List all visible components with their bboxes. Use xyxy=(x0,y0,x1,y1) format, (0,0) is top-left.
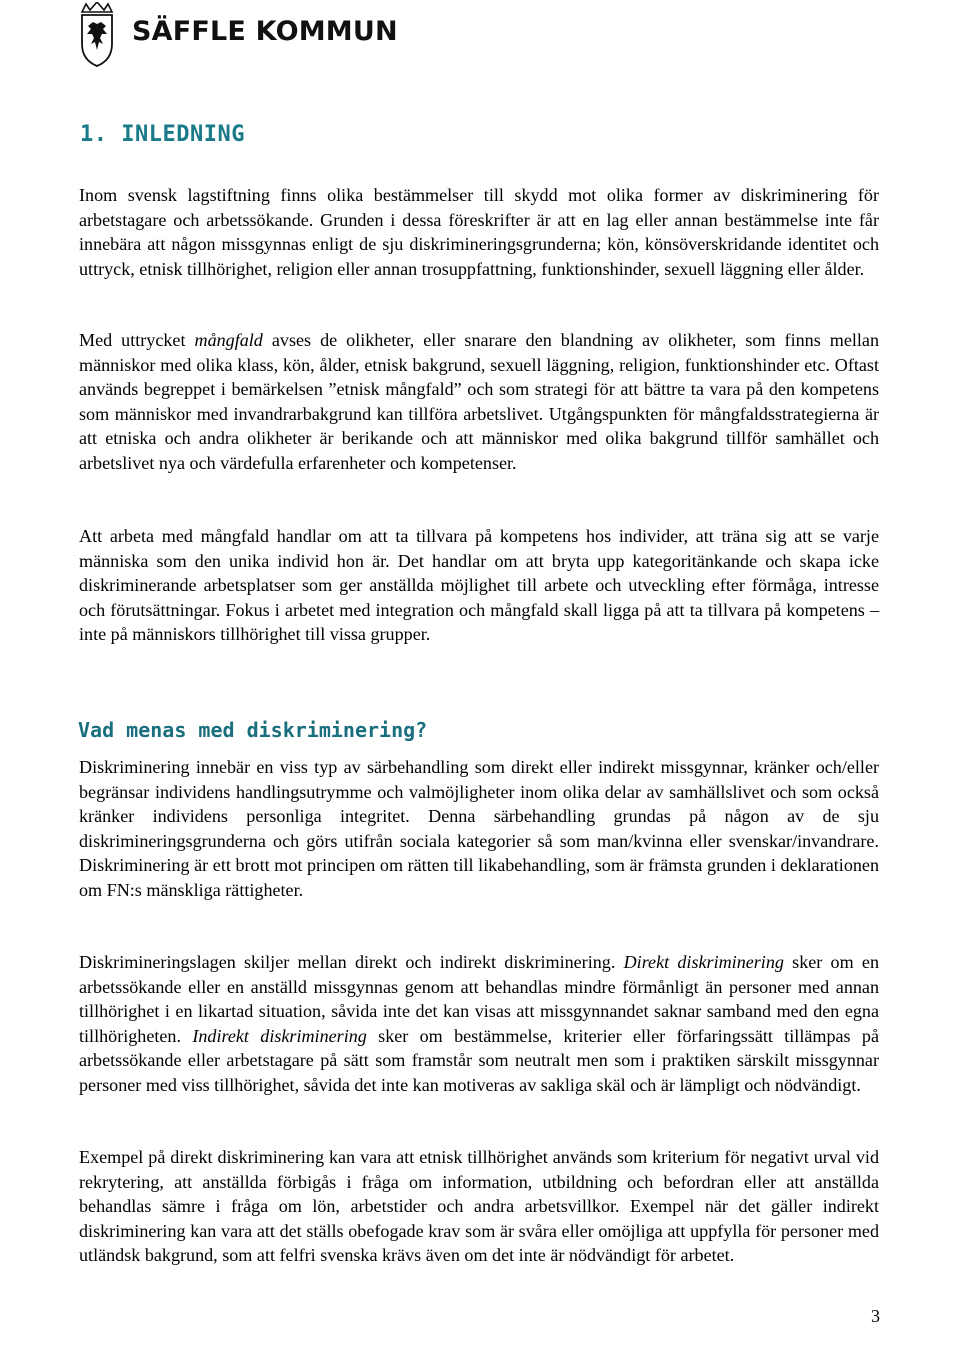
section-heading: 1. INLEDNING xyxy=(80,122,245,147)
paragraph-text: sker om en arbetssökande eller en anställd missgynnas genom att behandlas mindre förmånligt än personer med annan tillhörighet i en likartad situation, såvida inte det kan visas att missgynnandet saknar samband med den egna tillhörigheten. xyxy=(79,952,879,1046)
emphasis-term: Indirekt diskriminering xyxy=(192,1025,367,1046)
paragraph-text: avses de olikheter, eller snarare den blandning av olikheter, som finns mellan människor med olika klass, kön, ålder, etnisk bakgrund, sexuell läggning, religion, funktionshinder etc. Oftast används begreppet i bemärkelsen ”etnisk mångfald” och som strategi för att bättre ta vara på den kompetens som människor med invandrarbakgrund kan tillföra arbetslivet. Utgångspunkten för mångfaldsstrategierna är att etniska och andra olikheter är berikande och att människor med olika bakgrund tillför samhället och arbetslivet nya och värdefulla erfarenheter och kompetenser. xyxy=(79,330,879,473)
paragraph-discrimination-definition: Diskriminering innebär en viss typ av särbehandling som direkt eller indirekt missgynnar, kränker och/eller begränsar individens handlingsutrymme och valmöjligheter inom olika delar av samhällslivet och som också kränker individens personliga integritet. Denna särbehandling grundas på någon av de sju diskrimineringsgrunderna och görs utifrån sociala kategorier så som man/kvinna eller svenskar/invandrare. Diskriminering är ett brott mot principen om rätten till likabehandling, som är främsta grunden i deklarationen om FN:s mänskliga rättigheter. xyxy=(79,757,879,900)
paragraph-examples: Exempel på direkt diskriminering kan vara att etnisk tillhörighet används som kriterium för negativt urval vid rekrytering, att anställda förbigås i fråga om information, utbildning och befordran eller att anställda behandlas sämre i fråga om lön, arbetstider och andra arbetsvillkor. Exempel när det gäller indirekt diskriminering kan vara att det ställs obefogade krav som är svåra eller omöjliga att uppfylla för personer med utländsk bakgrund, som att felfri svenska krävs även om det inte är nödvändigt för arbetet. xyxy=(79,1147,879,1265)
paragraph-text: Diskrimineringslagen skiljer mellan direkt och indirekt diskriminering. xyxy=(79,952,624,972)
paragraph-text: Med uttrycket xyxy=(79,330,195,350)
municipality-logo xyxy=(80,2,400,70)
organization-name: SÄFFLE KOMMUN xyxy=(132,16,398,47)
emphasis-term: mångfald xyxy=(194,330,263,350)
emphasis-term: Direkt diskriminering xyxy=(623,952,784,972)
paragraph-intro: Inom svensk lagstiftning finns olika bestämmelser till skydd mot olika former av diskriminering för arbetstagare och arbetssökande. Grunden i dessa föreskrifter är att en lag eller annan bestämmelse inte får innebära att någon missgynnas enligt de sju diskrimineringsgrunderna; kön, könsöverskridande identitet och uttryck, etnisk tillhörighet, religion eller annan trosuppfattning, funktionshinder, sexuell läggning eller ålder. xyxy=(79,185,879,279)
paragraph-text: sker om bestämmelse, kriterier eller förfaringssätt tillämpas på arbetssökande eller arbetstagare på sätt som framstår som neutralt men som i praktiken särskilt missgynnar personer med viss tillhörighet, såvida det inte kan motiveras av sakliga skäl och är lämpligt och nödvändigt. xyxy=(79,1025,879,1095)
coat-of-arms-icon xyxy=(80,2,114,68)
paragraph-diversity xyxy=(79,328,879,475)
paragraph-working-with-diversity: Att arbeta med mångfald handlar om att ta tillvara på kompetens hos individer, att träna sig att se varje människa som den unika individ hon är. Det handlar om att bryta upp kategoritänkande och skapa icke diskriminerande arbetsplatser som ger anställda möjlighet till arbete och utveckling efter förmåga, intresse och förutsättningar. Fokus i arbetet med integration och mångfald skall ligga på att ta tillvara på kompetens – inte på människors tillhörighet till vissa grupper. xyxy=(79,526,879,644)
page-number: 3 xyxy=(871,1306,880,1326)
paragraph-direct-indirect xyxy=(79,950,879,1097)
subsection-heading: Vad menas med diskriminering? xyxy=(78,718,428,742)
